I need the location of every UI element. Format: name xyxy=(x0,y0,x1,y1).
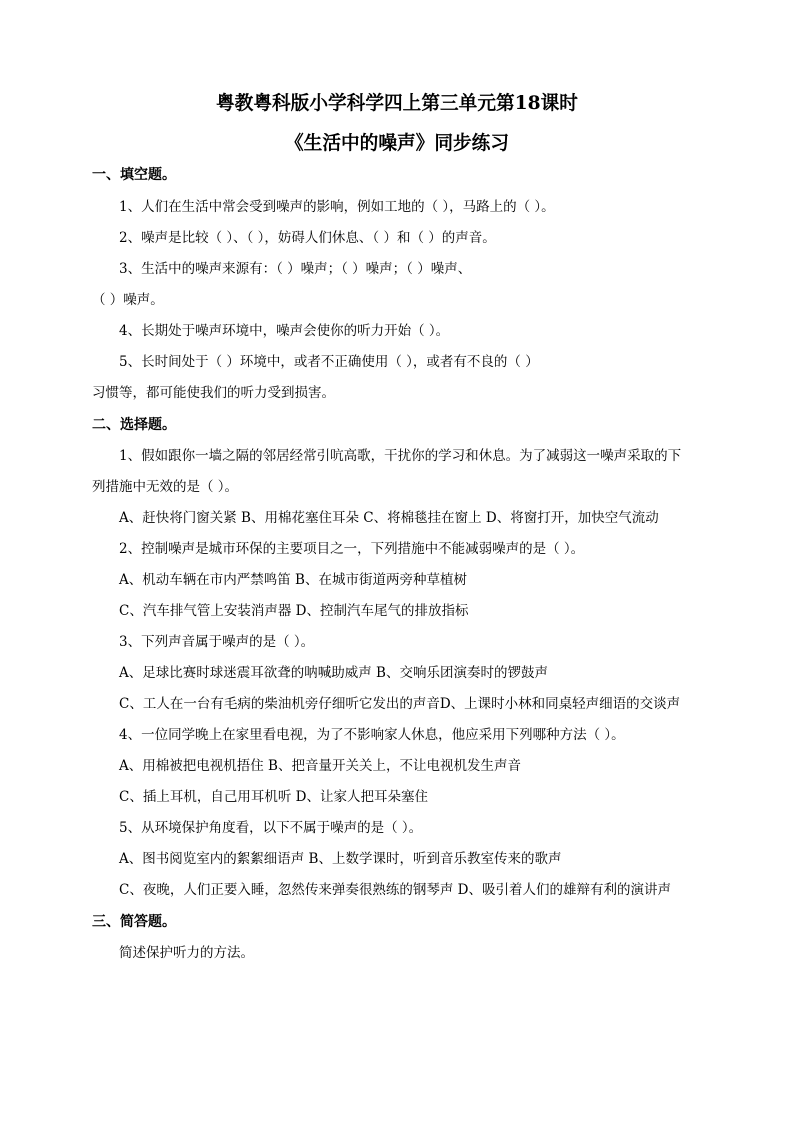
choice-question-1-options: A、赶快将门窗关紧 B、用棉花塞住耳朵 C、将棉毯挂在窗上 D、将窗打开，加快空气流动 xyxy=(119,510,659,526)
choice-question-4: 4、一位同学晚上在家里看电视，为了不影响家人休息，他应采用下列哪种方法（ ）。 xyxy=(119,727,625,743)
choice-question-2-options-cd: C、汽车排气管上安装消声器 D、控制汽车尾气的排放指标 xyxy=(119,603,469,619)
fill-blank-question-5: 5、长时间处于（ ）环境中，或者不正确使用（ ），或者有不良的（ ） xyxy=(119,354,539,370)
choice-question-1: 1、假如跟你一墙之隔的邻居经常引吭高歌，干扰你的学习和休息。为了减弱这一噪声采取的下 xyxy=(119,448,682,464)
short-answer-question-1: 简述保护听力的方法。 xyxy=(119,945,254,961)
worksheet-subtitle: 《生活中的噪声》同步练习 xyxy=(284,132,509,154)
fill-blank-question-3-continued: （ ）噪声。 xyxy=(92,292,164,308)
worksheet-title: 粤教粤科版小学科学四上第三单元第18课时 xyxy=(216,92,578,114)
fill-blank-question-4: 4、长期处于噪声环境中，噪声会使你的听力开始（ ）。 xyxy=(119,323,450,339)
choice-question-4-options-cd: C、插上耳机，自己用耳机听 D、让家人把耳朵塞住 xyxy=(119,789,428,805)
section-multiple-choice-heading: 二、选择题。 xyxy=(92,417,176,433)
choice-question-4-options-ab: A、用棉被把电视机捂住 B、把音量开关关上，不让电视机发生声音 xyxy=(119,758,521,774)
choice-question-3-options-ab: A、足球比赛时球迷震耳欲聋的呐喊助威声 B、交响乐团演奏时的锣鼓声 xyxy=(119,665,548,681)
choice-question-5-options-ab: A、图书阅览室内的絮絮细语声 B、上数学课时，听到音乐教室传来的歌声 xyxy=(119,851,562,867)
fill-blank-question-2: 2、噪声是比较（ ）、（ ），妨碍人们休息、（ ）和（ ）的声音。 xyxy=(119,230,496,246)
fill-blank-question-3: 3、生活中的噪声来源有：（ ）噪声；（ ）噪声；（ ）噪声、 xyxy=(119,261,472,277)
choice-question-1-continued: 列措施中无效的是（ ）。 xyxy=(92,479,239,495)
fill-blank-question-5-continued: 习惯等，都可能使我们的听力受到损害。 xyxy=(92,385,335,401)
choice-question-5-options-cd: C、夜晚，人们正要入睡，忽然传来弹奏很熟练的钢琴声 D、吸引着人们的雄辩有利的演讲声 xyxy=(119,882,671,898)
section-short-answer-heading: 三、简答题。 xyxy=(92,914,176,930)
section-fill-blank-heading: 一、填空题。 xyxy=(92,167,176,183)
choice-question-2-options-ab: A、机动车辆在市内严禁鸣笛 B、在城市街道两旁种草植树 xyxy=(119,572,467,588)
choice-question-3: 3、下列声音属于噪声的是（ ）。 xyxy=(119,634,315,650)
fill-blank-question-1: 1、人们在生活中常会受到噪声的影响，例如工地的（ ），马路上的（ ）。 xyxy=(119,199,555,215)
choice-question-5: 5、从环境保护角度看，以下不属于噪声的是（ ）。 xyxy=(119,820,423,836)
choice-question-3-options-cd: C、工人在一台有毛病的柴油机旁仔细听它发出的声音D、上课时小林和同桌轻声细语的交谈声 xyxy=(119,696,681,712)
choice-question-2: 2、控制噪声是城市环保的主要项目之一，下列措施中不能减弱噪声的是（ ）。 xyxy=(119,541,585,557)
